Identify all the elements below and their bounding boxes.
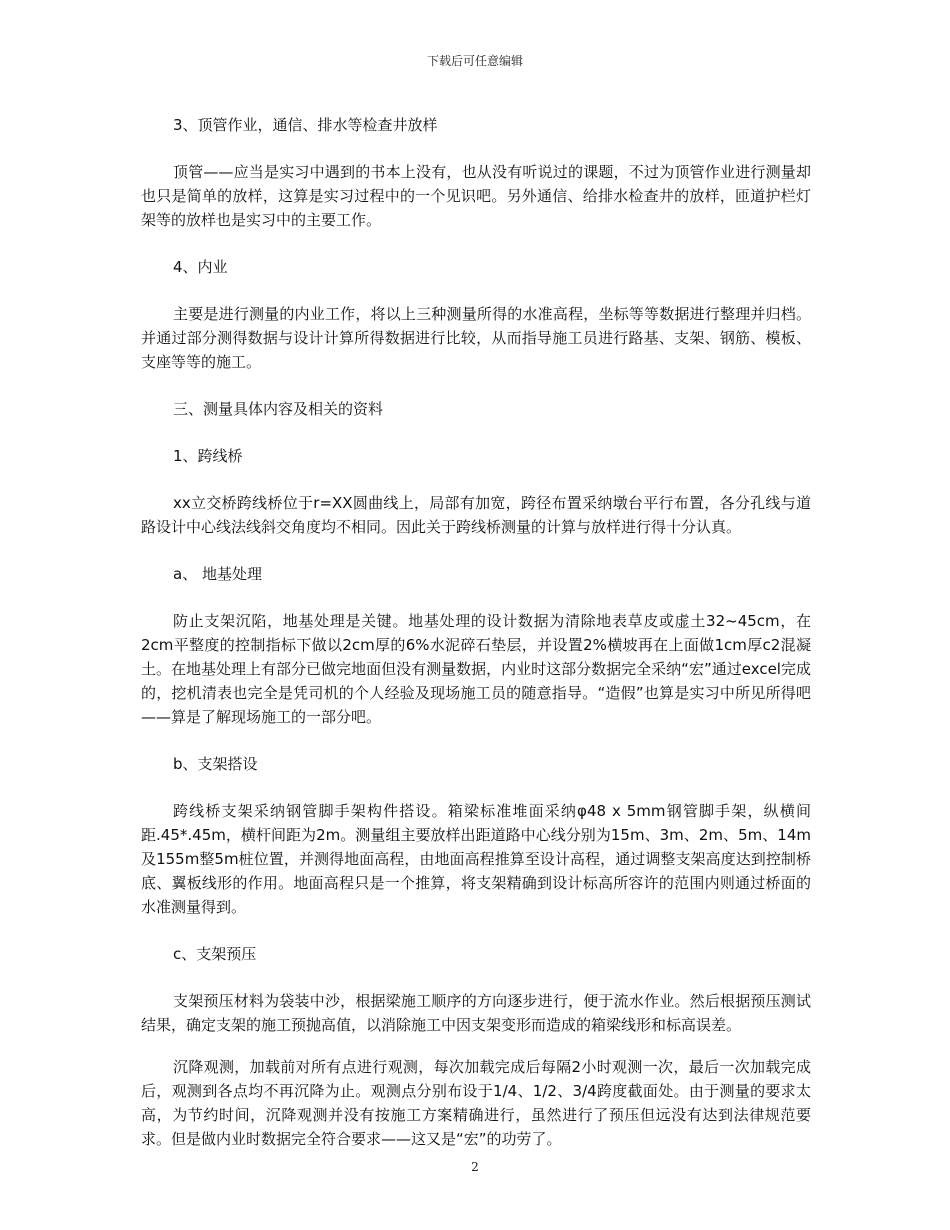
page-number: 2 [471,1160,479,1174]
document-body [141,113,811,1174]
paragraph-scaffold-erection: 跨线桥支架采纳钢管脚手架构件搭设。箱梁标准堆面采纳φ48 x 5mm钢管脚手架，纵横间距.45*.45m，横杆间距为2m。测量组主要放样出距道路中心线分别为15m、3m、2m、5m、14m及155m整5m桩位置，并测得地面高程，由地面高程推算至设计高程，通过调整支架高度达到控制桥底、翼板线形的作用。地面高程只是一个推算，将支架精确到设计标高所容许的范围内则通过桥面的水准测量得到。 [141,802,811,916]
section-heading-survey-content: 三、测量具体内容及相关的资料 [173,400,384,418]
section-heading-foundation: a、 地基处理 [173,565,262,583]
section-heading-scaffold-erection: b、支架搭设 [173,755,258,773]
paragraph-foundation: 防止支架沉陷，地基处理是关键。地基处理的设计数据为清除地表草皮或虚土32~45cm，在2cm平整度的控制指标下做以2cm厚的6%水泥碎石垫层，并设置2%横坡再在上面做1cm厚c2混凝土。在地基处理上有部分已做完地面但没有测量数据，内业时这部分数据完全采纳“宏”通过excel完成的，挖机清表也完全是凭司机的个人经验及现场施工员的随意指导。“造假”也算是实习中所见所得吧——算是了解现场施工的一部分吧。 [141,612,811,726]
page-header: 下载后可任意编辑 [426,54,523,68]
section-heading-pipe-jacking: 3、顶管作业，通信、排水等检查井放样 [173,116,438,134]
paragraph-overpass: xx立交桥跨线桥位于r=XX圆曲线上，局部有加宽，跨径布置采纳墩台平行布置，各分孔线与道路设计中心线法线斜交角度均不相同。因此关于跨线桥测量的计算与放样进行得十分认真。 [141,494,811,536]
section-heading-scaffold-preload: c、支架预压 [173,945,257,963]
section-heading-overpass: 1、跨线桥 [173,447,243,465]
section-heading-office-work: 4、内业 [173,258,228,276]
paragraph-office-work: 主要是进行测量的内业工作，将以上三种测量所得的水准高程，坐标等等数据进行整理并归档。并通过部分测得数据与设计计算所得数据进行比较，从而指导施工员进行路基、支架、钢筋、模板、支座等等的施工。 [141,305,811,371]
paragraph-settlement-observation: 沉降观测，加载前对所有点进行观测，每次加载完成后每隔2小时观测一次，最后一次加载完成后，观测到各点均不再沉降为止。观测点分别布设于1/4、1/2、3/4跨度截面处。由于测量的要求太高，为节约时间，沉降观测并没有按施工方案精确进行，虽然进行了预压但远没有达到法律规范要求。但是做内业时数据完全符合要求——这又是“宏”的功劳了。 [141,1058,811,1148]
paragraph-scaffold-preload: 支架预压材料为袋装中沙，根据梁施工顺序的方向逐步进行，便于流水作业。然后根据预压测试结果，确定支架的施工预抛高值，以消除施工中因支架变形而造成的箱梁线形和标高误差。 [141,992,811,1034]
paragraph-pipe-jacking: 顶管——应当是实习中遇到的书本上没有，也从没有听说过的课题，不过为顶管作业进行测量却也只是简单的放样，这算是实习过程中的一个见识吧。另外通信、给排水检查井的放样，匝道护栏灯架等的放样也是实习中的主要工作。 [141,163,811,229]
